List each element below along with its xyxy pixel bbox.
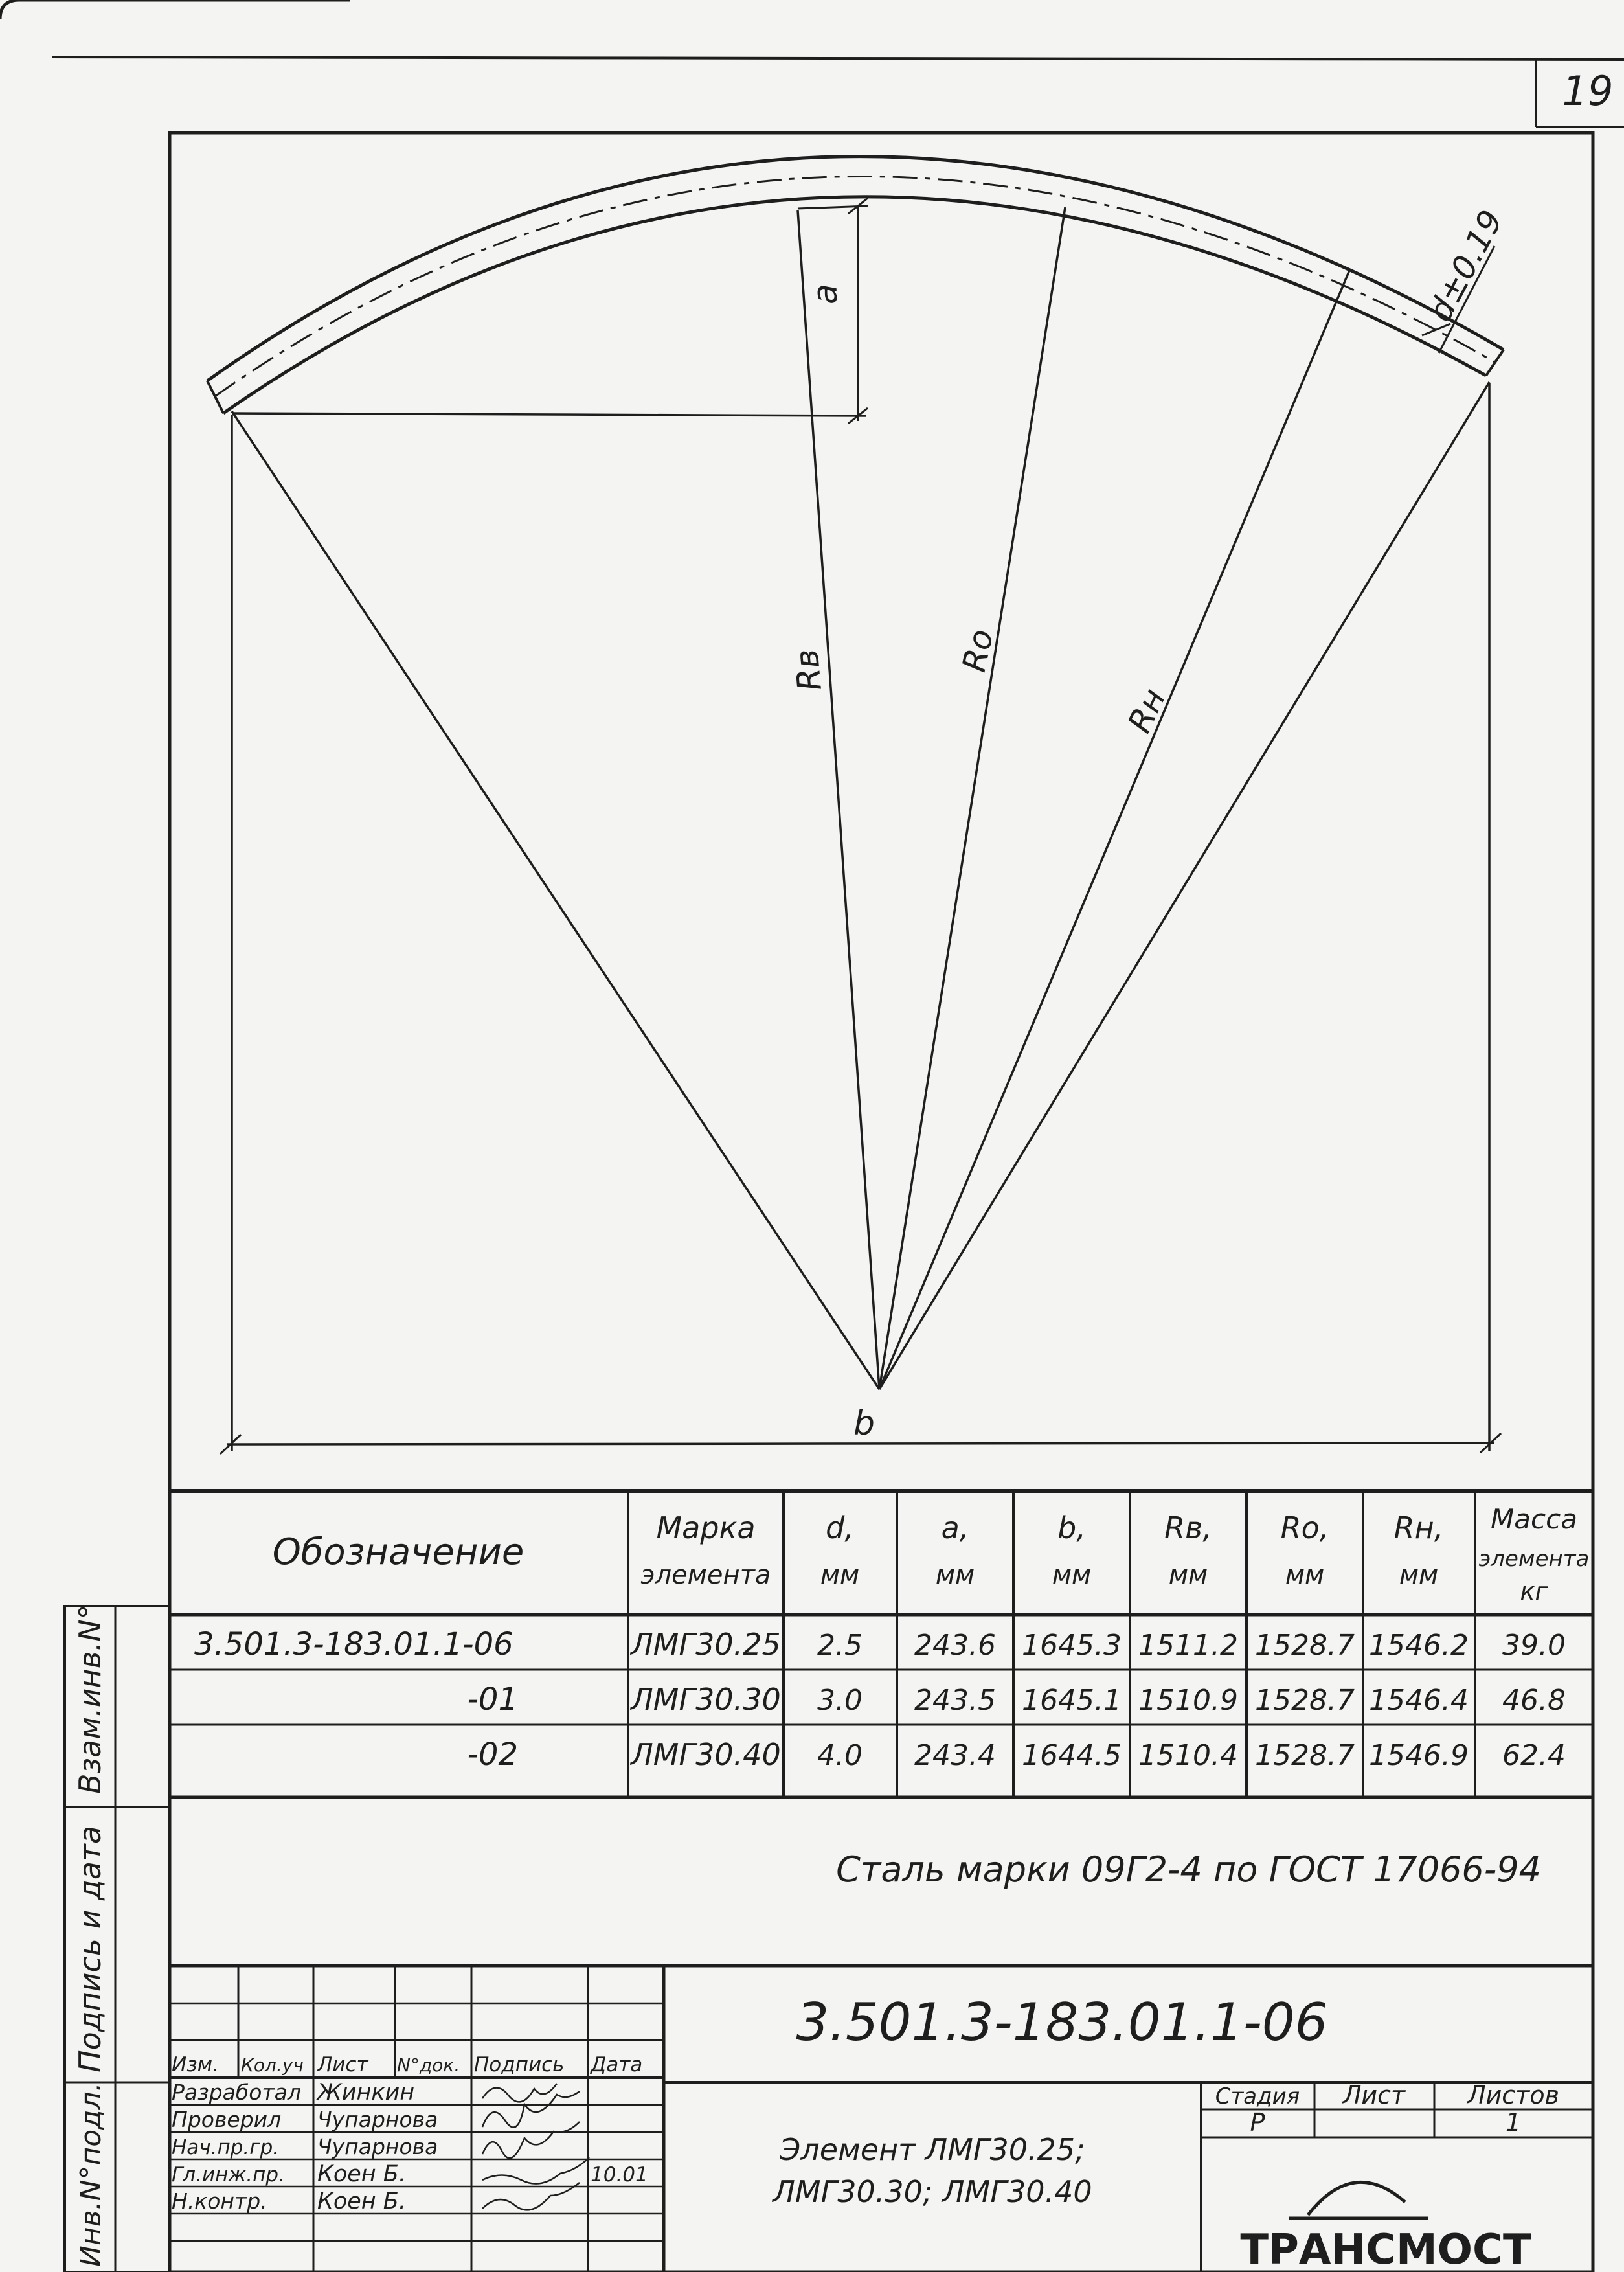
drawing-frame [170, 133, 1593, 2272]
row3-d: 4.0 [817, 1739, 863, 1772]
row1-b: 1645.3 [1022, 1629, 1122, 1662]
chord-line [232, 413, 866, 416]
sheets-header: Листов [1467, 2081, 1559, 2109]
signer-name: Коен Б. [317, 2188, 406, 2214]
row2-mark: ЛМГ30.30 [631, 1682, 781, 1717]
change-header-sign: Подпись [474, 2053, 565, 2076]
header-mark-line1: Марка [656, 1510, 756, 1545]
signature-mark [482, 2084, 557, 2102]
signature-mark [482, 2091, 580, 2128]
header-mark-line2: элемента [640, 1560, 771, 1590]
radius-ro-label: Ro [955, 626, 1001, 676]
left-edge-radius-line [232, 411, 879, 1389]
signer-role: Нач.пр.гр. [172, 2136, 280, 2159]
signer-name: Чупарнова [317, 2107, 438, 2132]
sheet-number: 19 [1562, 67, 1614, 115]
side-stamp-inv-subst: Взам.инв.N° [73, 1604, 107, 1794]
signer-role: Проверил [172, 2107, 282, 2132]
signer-role: Н.контр. [172, 2188, 267, 2214]
header-rv-line2: мм [1168, 1560, 1208, 1590]
header-mass-line3: кг [1520, 1577, 1548, 1606]
row1-rv: 1511.2 [1138, 1629, 1238, 1662]
side-stamp-inv-orig: Инв.N°подл. [74, 2082, 107, 2267]
scan-corner-mark [0, 0, 350, 19]
change-header-date: Дата [591, 2053, 643, 2076]
arc-outer-edge [207, 157, 1504, 381]
header-designation: Обозначение [272, 1531, 524, 1573]
material-note: Сталь марки 09Г2-4 по ГОСТ 17066-94 [836, 1849, 1541, 1890]
signature-mark [482, 2122, 580, 2158]
change-header-doc: N°док. [397, 2054, 460, 2076]
header-rv-line1: Rв, [1164, 1510, 1212, 1545]
drawing-code: 3.501.3-183.01.1-06 [796, 1992, 1328, 2052]
row3-designation: -02 [467, 1736, 518, 1773]
spec-table [170, 1491, 1593, 1797]
element-title-line2: ЛМГ30.30; ЛМГ30.40 [773, 2174, 1092, 2209]
signer-name: Жинкин [317, 2080, 415, 2106]
element-title-line1: Элемент ЛМГ30.25; [780, 2132, 1085, 2167]
row1-d: 2.5 [817, 1629, 863, 1662]
header-mass-line2: элемента [1478, 1546, 1590, 1572]
row1-mark: ЛМГ30.25 [631, 1627, 781, 1662]
row1-a: 243.6 [914, 1629, 996, 1662]
right-edge-radius-line [879, 382, 1489, 1389]
row3-rv: 1510.4 [1138, 1739, 1238, 1772]
sheet-header: Лист [1342, 2081, 1406, 2109]
signer-date: 10.01 [591, 2163, 648, 2187]
stage-value: Р [1250, 2108, 1265, 2137]
thickness-label: d±0.19 [1421, 204, 1511, 328]
dimension-b-line [227, 1443, 1494, 1444]
row2-rv: 1510.9 [1138, 1684, 1238, 1717]
signer-name: Коен Б. [317, 2161, 406, 2187]
header-a-line1: a, [941, 1510, 969, 1545]
dimension-a-label: a [806, 284, 845, 304]
radius-ro-line [879, 207, 1065, 1389]
change-header-kol: Кол.уч [241, 2054, 304, 2076]
row2-designation: -01 [467, 1681, 518, 1718]
row1-ro: 1528.7 [1255, 1629, 1355, 1662]
company-logo-text: ТРАНСМОСТ [1240, 2226, 1531, 2272]
top-border-line [52, 57, 1624, 60]
header-rn-line1: Rн, [1393, 1510, 1444, 1545]
sheets-value: 1 [1505, 2108, 1522, 2137]
radius-rn-line [879, 269, 1350, 1389]
signer-role: Гл.инж.пр. [172, 2163, 285, 2187]
header-ro-line1: Ro, [1280, 1510, 1329, 1545]
header-mass-line1: Масса [1491, 1503, 1577, 1535]
radius-rv-label: Rв [787, 647, 829, 693]
row3-b: 1644.5 [1022, 1739, 1122, 1772]
header-ro-line2: мм [1285, 1560, 1325, 1590]
header-b-line1: b, [1057, 1510, 1086, 1545]
row3-mark: ЛМГ30.40 [631, 1737, 781, 1772]
header-rn-line2: мм [1399, 1560, 1439, 1590]
company-logo [1240, 2182, 1531, 2272]
arc-left-end [207, 381, 223, 413]
side-stamp-sign-date: Подпись и дата [73, 1825, 107, 2073]
row3-ro: 1528.7 [1255, 1739, 1355, 1772]
header-d-line2: мм [820, 1560, 860, 1590]
row1-rn: 1546.2 [1369, 1629, 1469, 1662]
header-b-line2: мм [1052, 1560, 1092, 1590]
signer-role: Разработал [172, 2080, 301, 2105]
row2-b: 1645.1 [1022, 1684, 1122, 1717]
row3-mass: 62.4 [1502, 1739, 1566, 1772]
signature-mark [482, 2157, 589, 2184]
row2-d: 3.0 [817, 1684, 863, 1717]
logo-arc [1308, 2182, 1405, 2215]
arc-inner-edge [223, 197, 1486, 413]
row3-a: 243.4 [914, 1739, 996, 1772]
row2-a: 243.5 [914, 1684, 996, 1717]
signer-name: Чупарнова [317, 2134, 438, 2159]
change-header-list: Лист [317, 2053, 368, 2076]
stage-header: Стадия [1215, 2084, 1300, 2109]
header-a-line2: мм [935, 1560, 975, 1590]
arc-right-end [1486, 350, 1504, 376]
row2-mass: 46.8 [1502, 1684, 1566, 1717]
dimension-b-label: b [853, 1404, 875, 1443]
row2-ro: 1528.7 [1255, 1684, 1355, 1717]
row1-designation: 3.501.3-183.01.1-06 [194, 1626, 513, 1663]
arc-element-drawing [207, 157, 1510, 1454]
row3-rn: 1546.9 [1369, 1739, 1469, 1772]
radius-rv-line [798, 210, 879, 1389]
radius-rn-label: Rн [1120, 683, 1173, 739]
row1-mass: 39.0 [1502, 1629, 1566, 1662]
header-d-line1: d, [826, 1510, 854, 1545]
side-stamp [65, 1604, 170, 2272]
change-header-izm: Изм. [172, 2053, 219, 2076]
row2-rn: 1546.4 [1369, 1684, 1469, 1717]
title-block [170, 1966, 1593, 2272]
